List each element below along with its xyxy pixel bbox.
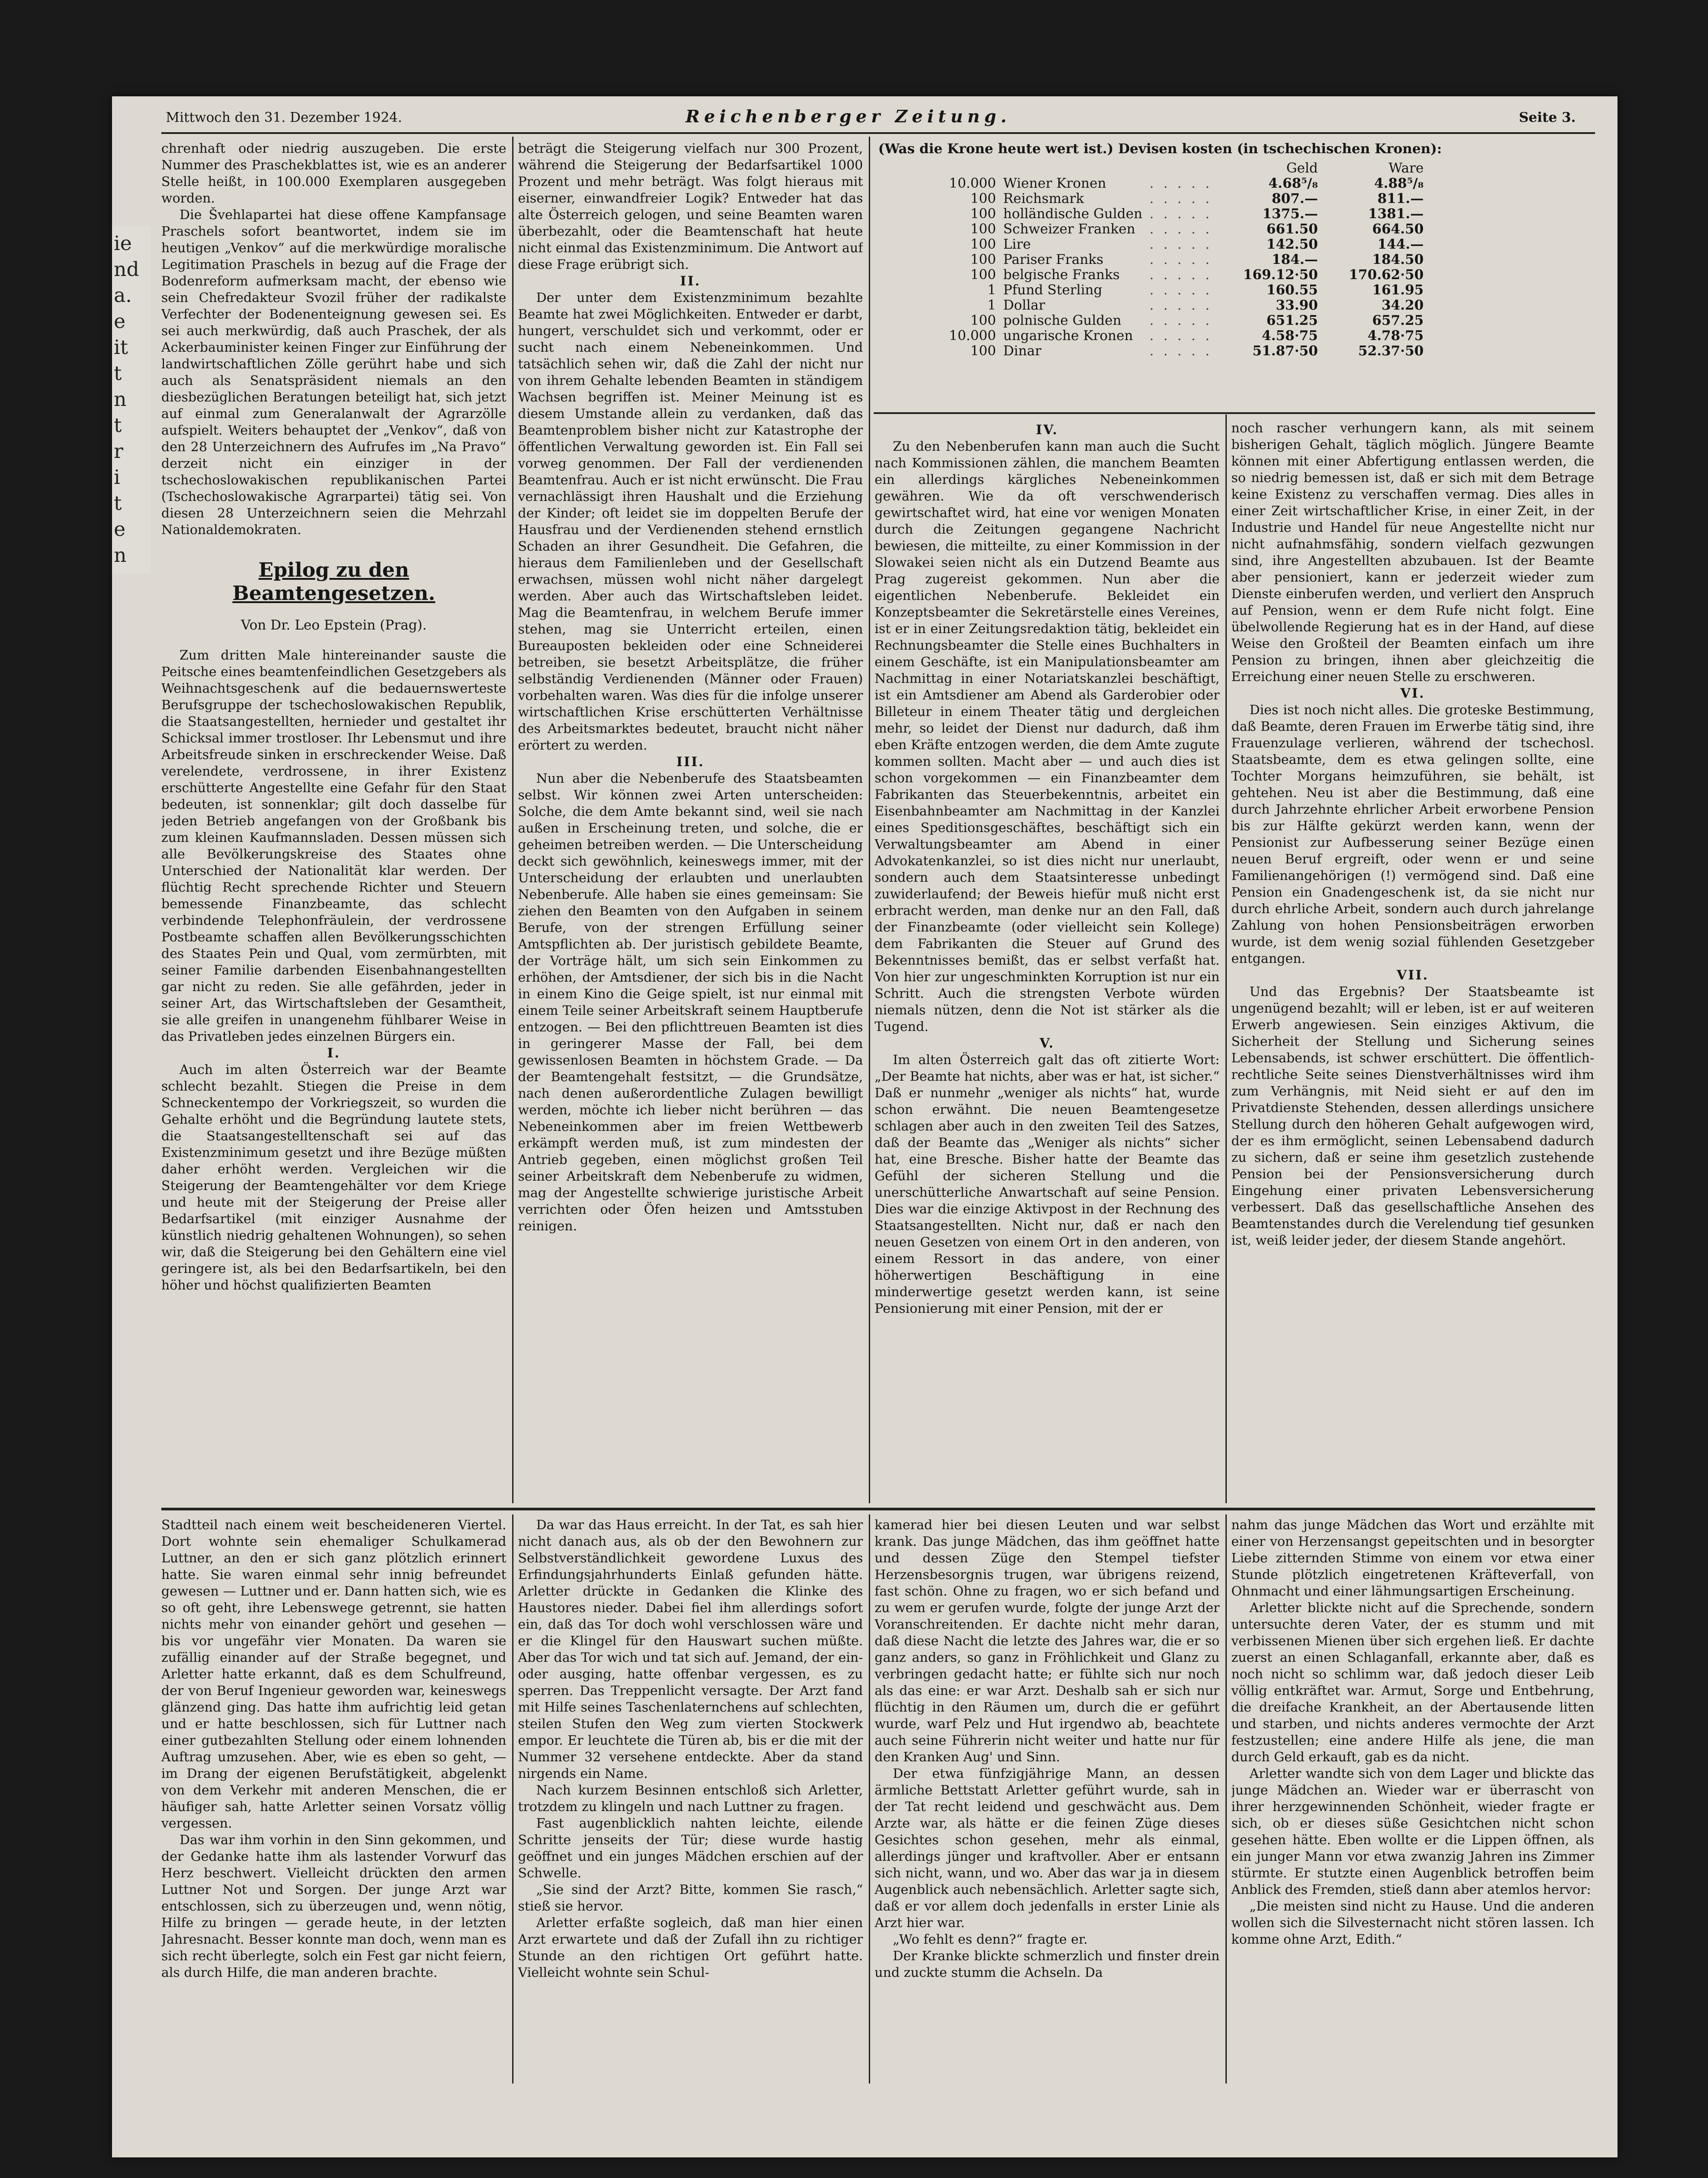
paragraph: Der Kranke blickte schmerzlich und finster drein und zuckte stumm die Achseln. Da (875, 1948, 1220, 1980)
section-heading: V. (1039, 1035, 1055, 1051)
quantity: 100 (970, 191, 996, 207)
currency-name: Dinar (1003, 343, 1042, 359)
ask-value: 52.37·50 (1358, 343, 1424, 359)
feuilleton-column-3 (875, 1517, 1220, 2077)
paragraph: Nun aber die Nebenberufe des Staatsbeamten selbst. Wir können zwei Arten unterscheiden: Solche, die dem Amte bekannt sind, weil sie nach außen in Erscheinung treten, und solche, die er geheimen betreiben werden. — Die Unterscheidung deckt sich gewöhnlich, keineswegs immer, mit der Unterscheidung der erlaubten und unerlaubten Nebenberufe. Alle haben sie eines gemeinsam: Sie ziehen den Beamten von den Aufgaben in seinem Berufe, von der strengen Erfüllung seiner Amtspflichten ab. Der juristisch gebildete Beamte, der Vorträge hält, um sich sein Einkommen zu erhöhen, der Amtsdiener, der sich bis in die Nacht in einem Kino die Geige spielt, ist nur einmal mit einem Teile seiner Arbeitskraft seinem Hauptberufe entzogen. — Bei den pflichttreuen Beamten ist dies in geringerer Masse der Fall, bei dem gewissenlosen Beamten in höchstem Grade. — Da der Beamtengehalt festsitzt, — die Grundsätze, nach denen außerordentliche Zulagen bewilligt werden, möchte ich lieber nicht berühren — das Nebeneinkommen aber im freien Wettbewerb erkämpft werden muß, ist zum mindesten der Antrieb gegeben, einen möglichst großen Teil seiner Arbeitskraft dem Nebenberufe zu widmen, mag der Angestellte schwierige juristische Arbeit verrichten oder Öfen heizen und Amtsstuben reinigen. (518, 771, 863, 1233)
ask-value: 144.— (1377, 237, 1424, 252)
currency-name: belgische Franks (1003, 267, 1120, 283)
quantity: 1 (987, 282, 996, 298)
currency-name: holländische Gulden (1003, 206, 1143, 222)
section-heading: III. (676, 754, 705, 769)
currency-name: Pariser Franks (1003, 252, 1104, 267)
left-margin-stub: ie nd a. e it t n t r i t e n (112, 226, 151, 573)
bid-value: 651.25 (1266, 313, 1318, 328)
ask-value: 811.— (1377, 191, 1424, 207)
table-header-row (945, 161, 1427, 176)
ask-value: 4.88⁵/₈ (1374, 176, 1424, 191)
paragraph: Der etwa fünfzigjährige Mann, an dessen ärmliche Bettstatt Arletter geführt wurde, sah in der Tat recht leidend und geschwächt aus. Dem Arzte war, als hätte er die feinen Züge dieses Gesichtes schon gesehen, mehr als einmal, allerdings jünger und kraftvoller. Aber er entsann sich nicht, wann, und wo. Aber das war ja in diesem Augenblick auch nebensächlich. Arletter sagte sich, daß er vor allem doch jedenfalls in erster Linie als Arzt hier war. (875, 1766, 1220, 1930)
column-header-geld: Geld (1286, 160, 1318, 176)
paragraph: nahm das junge Mädchen das Wort und erzählte mit einer von Herzensangst gepeitschten und in besorgter Liebe zitternden Stimme von einem vor etwa einer Stunde plötzlich eingetretenen Kräfteverfall, von Ohnmacht und einer lähmungsartigen Erscheinung. (1231, 1517, 1594, 1599)
ask-value: 1381.— (1368, 206, 1424, 222)
quantity: 100 (970, 237, 996, 252)
issue-date: Mittwoch den 31. Dezember 1924. (166, 110, 402, 125)
column-4 (1231, 420, 1594, 1498)
table-rule (874, 412, 1595, 414)
column-2 (518, 140, 863, 1498)
ask-value: 4.78·75 (1367, 328, 1424, 344)
bid-value: 4.58·75 (1262, 328, 1318, 344)
currency-name: ungarische Kronen (1003, 328, 1133, 344)
paragraph: Da war das Haus erreicht. In der Tat, es sah hier nicht danach aus, als ob der den Bewohnern zur Selbstverständlichkeit gewordene Luxus des Erfindungsjahrhunderts Einlaß gefunden hätte. Arletter drückte in Gedanken die Klinke des Haustores nieder. Dabei fiel ihm allerdings sofort ein, daß das Tor doch wohl verschlossen wäre und er die Klingel für den Hauswart suchen müßte. Aber das Tor wich und tat sich auf. Jemand, der ein- oder ausging, hatte offenbar vergessen, es zu sperren. Das Treppenlicht versagte. Der Arzt fand mit Hilfe seines Taschenlaternchens auf schlechten, steilen Stufen den Weg zum vierten Stockwerk empor. Er leuchtete die Türen ab, bis er die mit der Nummer 32 versehene entdeckte. Aber da stand nirgends ein Name. (518, 1517, 863, 1781)
table-row: 100 polnische Gulden . . . . . 651.25 657.25 (945, 313, 1427, 328)
paragraph: chrenhaft oder niedrig auszugeben. Die erste Nummer des Praschekblattes ist, wie es an anderer Stelle heißt, in 100.000 Exemplaren ausgegeben worden. (161, 141, 506, 206)
column-rule (869, 137, 870, 1503)
column-rule (869, 1514, 870, 2083)
currency-name: polnische Gulden (1003, 313, 1121, 328)
masthead: Reichenberger Zeitung. (686, 106, 1011, 126)
quantity: 100 (970, 252, 996, 267)
bid-value: 4.68⁵/₈ (1268, 176, 1318, 191)
paragraph: Zum dritten Male hintereinander sauste die Peitsche eines beamtenfeindlichen Gesetzgebers als Weihnachtsgeschenk auf die bedauernswerteste Berufsgruppe der tschechoslowakischen Republik, die Staatsangestellten, hernieder und gestaltet ihr Schicksal immer trostloser. Ihr Lebensmut und ihre Arbeitsfreude sinken in erschreckender Weise. Daß verelendete, verdrossene, in ihrer Existenz erschütterte Angestellte eine Gefahr für den Staat bedeuten, ist sonnenklar; gilt doch dasselbe für jeden Betrieb angefangen von der Großbank bis zum kleinen Kaufmannsladen. Dessen müssen sich alle Bevölkerungskreise des Staates ohne Unterschied der Nationalität klar werden. Der flüchtig Recht sprechende Richter und Steuern bemessende Finanzbeamte, das schlecht verbindende Telephonfräulein, der verdrossene Postbeamte schaffen allen Bevölkerungsschichten des Staates Pein und Qual, vom zermürbten, mit seiner Familie darbenden Eisenbahnangestellten gar nicht zu reden. Sie alle gefährden, jeder in seiner Art, das Wirtschaftsleben der Gesamtheit, sie alle greifen in unangenehm fühlbarer Weise in das Privatleben jedes einzelnen Bürgers ein. (161, 647, 506, 1044)
bid-value: 51.87·50 (1252, 343, 1318, 359)
exchange-rates-table (945, 161, 1427, 359)
quantity: 1 (987, 298, 996, 313)
column-3 (875, 420, 1220, 1498)
feuilleton-rule (161, 1508, 1595, 1510)
feuilleton-column-4 (1231, 1517, 1594, 2077)
ask-value: 161.95 (1372, 282, 1424, 298)
paragraph: Die Švehlapartei hat diese offene Kampfansage Praschels sofort beantwortet, indem sie im heutigen „Venkov“ auf die merkwürdige moralische Legitimation Praschels in bezug auf die Frage der Bodenreform aufmerksam macht, der ebenso wie sein Chefredakteur Svozil früher der radikalste Verfechter der Bodenenteignung gewesen sei. Es sei auch merkwürdig, daß auch Praschek, der als Ackerbauminister keinen Finger zur Einführung der landwirtschaftlichen Zölle gerührt habe und sich auch als Senatspräsident niemals an den diesbezüglichen Beratungen beteiligt hat, sich jetzt auf einmal zum Generalanwalt der Agrarzölle aufspielt. Weiters behauptet der „Venkov“, daß von den 28 Unterzeichnern des Aufrufes im „Na Pravo“ derzeit nicht ein einziger in der tschechoslowakischen republikanischen Partei (Tschechoslowakische Agrarpartei) tätig sei. Von diesen 28 Unterzeichnern seien die Mehrzahl Nationaldemokraten. (161, 207, 506, 537)
section-heading: II. (680, 273, 701, 289)
paragraph: Dies ist noch nicht alles. Die groteske Bestimmung, daß Beamte, deren Frauen im Erwerbe tätig sind, ihre Frauenzulage verlieren, während der tschechosl. Staatsbeamte, dem es etwa gelingen sollte, eine Tochter Morgans heimzuführen, sie behält, ist gehtehen. Neu ist aber die Bestimmung, daß eine durch Jahrzehnte ehrlicher Arbeit erworbene Pension bis zur Hälfte gekürzt werden kann, wenn der Pensionist zur Aufbesserung seiner Bezüge einen neuen Beruf ergreift, oder wenn er und seine Familienangehörigen (!) vermögend sind. Daß eine Pension ein Gnadengeschenk ist, da sie nicht nur durch ehrliche Arbeit, sondern auch durch jahrelange Zahlung von hohen Pensionsbeiträgen erworben wurde, ist dem wenig sozial fühlenden Gesetzgeber entgangen. (1231, 702, 1594, 966)
paragraph: Auch im alten Österreich war der Beamte schlecht bezahlt. Stiegen die Preise in dem Schneckentempo der Vorkriegszeit, so wurden die Gehalte erhöht und die Begründung lautete stets, die Staatsangestelltenschaft sei auf das Existenzminimum gesetzt und ihre Bezüge müßten daher erhöht werden. Vergleichen wir die Steigerung der Beamtengehälter vor dem Kriege und heute mit der Steigerung der Preise aller Bedarfsartikel (mit einziger Ausnahme der künstlich niedrig gehaltenen Wohnungen), so sehen wir, daß die Steigerung bei den Gehältern eine viel geringere ist, als bei den Bedarfsartikeln, bei den höher und höchst qualifizierten Beamten (161, 1062, 506, 1293)
section-heading: VII. (1397, 967, 1429, 983)
table-row: 100 holländische Gulden . . . . . 1375.— 1381.— (945, 207, 1427, 222)
quantity: 10.000 (949, 328, 996, 344)
header-rule (161, 132, 1595, 134)
paragraph: Stadtteil nach einem weit bescheideneren Viertel. Dort wohnte sein ehemaliger Schulkamerad Luttner, an den er sich ganz plötzlich erinnert hatte. Sie waren einmal sehr innig befreundet gewesen — Luttner und er. Dann hatten sich, wie es so oft geht, ihre Lebenswege getrennt, sie hatten nichts mehr von einander gehört und gesehen — bis vor ungefähr vier Monaten. Da waren sie zufällig einander auf der Straße begegnet, und Arletter hatte erkannt, daß es dem Schulfreund, der von Beruf Ingenieur geworden war, keineswegs glänzend ging. Das hatte ihm aufrichtig leid getan und er hatte beschlossen, sich für Luttner nach einer gutbezahlten Stellung oder einem lohnenden Auftrag umzusehen. Aber, wie es eben so geht, — im Drang der eigenen Berufstätigkeit, abgelenkt von dem Verkehr mit anderen Menschen, die er häufiger sah, hatte Arletter seinen Vorsatz völlig vergessen. (161, 1517, 506, 1831)
paragraph: kamerad hier bei diesen Leuten und war selbst krank. Das junge Mädchen, das ihm geöffnet hatte und dessen Züge den Stempel tiefster Herzensbesorgnis trugen, war übrigens reizend, fast schön. Ohne zu fragen, wo er sich befand und zu wem er gerufen wurde, folgte der junge Arzt der Voranschreitenden. Er dachte nicht mehr daran, daß diese Nacht die letzte des Jahres war, die er so ganz anders, so ganz in Fröhlichkeit und Glanz zu verbringen gedacht hatte; er fühlte sich nur noch als das eine: er war Arzt. Deshalb sah er sich nur flüchtig in den Räumen um, durch die er geführt wurde, warf Pelz und Hut irgendwo ab, beachtete auch seine Führerin nicht weiter und hatte nur für den Kranken Aug' und Sinn. (875, 1517, 1220, 1764)
section-heading: VI. (1400, 686, 1425, 701)
currency-name: Lire (1003, 237, 1031, 252)
bid-value: 184.— (1272, 252, 1318, 267)
ask-value: 170.62·50 (1349, 267, 1424, 283)
currency-name: Wiener Kronen (1003, 176, 1106, 191)
paragraph: Arletter erfaßte sogleich, daß man hier einen Arzt erwartete und daß der Zufall ihn zu richtiger Stunde an den richtigen Ort geführt hatte. Vielleicht wohnte sein Schul- (518, 1915, 863, 1980)
newspaper-page (112, 96, 1617, 2157)
bid-value: 1375.— (1262, 206, 1318, 222)
table-row: 10.000 Wiener Kronen . . . . . 4.68⁵/₈ 4.88⁵/₈ (945, 176, 1427, 191)
paragraph: „Die meisten sind nicht zu Hause. Und die anderen wollen sich die Silvesternacht nicht stören lassen. Ich komme ohne Arzt, Edith.“ (1231, 1898, 1594, 1947)
paragraph: noch rascher verhungern kann, als mit seinem bisherigen Gehalt, täglich möglich. Jüngere Beamte können mit einer Abfertigung entlassen werden, die so niedrig bemessen ist, daß er sich mit dem Betrage keine Existenz zu verschaffen vermag. Dies alles in einer Zeit wirtschaftlicher Krise, in einer Zeit, in der Industrie und Handel für neue Angestellte nicht nur nicht aufnahmsfähig, sondern vielfach gezwungen sind, ihre Angestellten abzubauen. Ist der Beamte aber pensioniert, kann er jederzeit wieder zum Dienste einberufen werden, und verliert den Anspruch auf Pension, wenn er dem Rufe nicht folgt. Eine übelwollende Regierung hat es in der Hand, auf diese Weise den Großteil der Beamten einfach um ihre Pension zu bringen, ihnen aber gleichzeitig die Erreichung einer neuen Stelle zu erschweren. (1231, 420, 1594, 684)
table-row: 100 belgische Franks . . . . . 169.12·50 170.62·50 (945, 267, 1427, 283)
column-1 (161, 140, 506, 1498)
paragraph: Im alten Österreich galt das oft zitierte Wort: „Der Beamte hat nichts, aber was er hat, ist sicher.“ Daß er nunmehr „weniger als nichts“ hat, wurde schon erwähnt. Die neuen Beamtengesetze schlagen aber auch in den zweiten Teil des Satzes, daß der Beamte das „Weniger als nichts“ sicher hat, eine Bresche. Bisher hatte der Beamte das Gefühl der sicheren Stellung und die unerschütterliche Anwartschaft auf seine Pension. Dies war die einzige Aktivpost in der Rechnung des Staatsangestellten. Nicht nur, daß er nach den neuen Gesetzen von einem Ort in den anderen, von einem Ressort in das andere, von einer höherwertigen Beschäftigung in eine minderwertige gesetzt werden kann, ist seine Pensionierung mit einer Pension, mit der er (875, 1052, 1220, 1316)
quantity: 10.000 (949, 176, 996, 191)
table-row: 100 Dinar . . . . . 51.87·50 52.37·50 (945, 344, 1427, 359)
paragraph: „Sie sind der Arzt? Bitte, kommen Sie rasch,“ stieß sie hervor. (518, 1882, 863, 1914)
table-row: 100 Reichsmark . . . . . 807.— 811.— (945, 191, 1427, 207)
table-row: 10.000 ungarische Kronen . . . . . 4.58·75 4.78·75 (945, 328, 1427, 344)
currency-name: Reichsmark (1003, 191, 1084, 207)
table-row: 1 Pfund Sterling . . . . . 160.55 161.95 (945, 283, 1427, 298)
feuilleton-column-2 (518, 1517, 863, 2077)
paragraph: beträgt die Steigerung vielfach nur 300 Prozent, während die Steigerung der Bedarfsartikel 1000 Prozent und mehr beträgt. Was folgt hieraus mit eiserner, einwandfreier Logik? Entweder hat das alte Österreich gelogen, und seine Beamten waren überbezahlt, oder die Beamtenschaft hat heute nicht einmal das Existenzminimum. Die Antwort auf diese Frage erübrigt sich. (518, 141, 863, 272)
ask-value: 664.50 (1372, 221, 1424, 237)
ask-value: 34.20 (1381, 298, 1424, 313)
currency-name: Pfund Sterling (1003, 282, 1103, 298)
paragraph: „Wo fehlt es denn?“ fragte er. (893, 1932, 1088, 1947)
currency-name: Schweizer Franken (1003, 221, 1135, 237)
feuilleton-column-1 (161, 1517, 506, 2077)
currency-name: Dollar (1003, 298, 1045, 313)
quantity: 100 (970, 313, 996, 328)
bid-value: 661.50 (1266, 221, 1318, 237)
paragraph: Zu den Nebenberufen kann man auch die Sucht nach Kommissionen zählen, die manchem Beamten ein allerdings kärgliches Nebeneinkommen gewähren. Wie da oft verschwenderisch gewirtschaftet wird, hat eine vor wenigen Monaten durch die Zeitungen gegangene Nachricht bewiesen, die mitteilte, zu einer Kommission in der Slowakei seien nicht als ein Dutzend Beamte aus Prag zugereist gekommen. Nun aber die eigentlichen Nebenberufe. Bekleidet ein Konzeptsbeamter die Sekretärstelle eines Vereines, ist er in einer Zeitungsredaktion tätig, bekleidet ein Rechnungsbeamter die Stelle eines Buchhalters in einem Geschäfte, ist ein Manipulationsbeamter am Nachmittag in einer Notariatskanzlei beschäftigt, ist ein Amtsdiener am Abend als Garderobier oder Billeteur in einem Theater tätig und dergleichen mehr, so leidet der Dienst nur dadurch, daß ihm eben Kräfte entzogen werden, die dem Amte zugute kommen sollten. Macht aber — und auch dies ist schon vorgekommen — ein Finanzbeamter dem Fabrikanten das Steuerbekenntnis, arbeitet ein Eisenbahnbeamter am Nachmittag in der Kanzlei eines Speditionsgeschäftes, beschäftigt sich ein Verwaltungsbeamter am Abend in einer Advokatenkanzlei, so ist dies nicht nur unerlaubt, sondern auch dem Staatsinteresse unbedingt zuwiderlaufend; der Beweis hiefür muß nicht erst erbracht werden, man denke nur an den Fall, daß der Finanzbeamte (oder vielleicht sein Kollege) dem Fabrikanten die Steuer auf Grund des Bekenntnisses bemißt, das er selbst verfaßt hat. Von hier zur ungeschminkten Korruption ist nur ein Schritt. Auch die strengsten Verbote würden niemals nützen, denn die Not ist stärker als die Tugend. (875, 439, 1220, 1034)
column-rule (512, 137, 513, 1503)
section-heading: IV. (1035, 422, 1059, 437)
table-row: 1 Dollar . . . . . 33.90 34.20 (945, 298, 1427, 313)
table-row: 100 Pariser Franks . . . . . 184.— 184.50 (945, 252, 1427, 267)
exchange-rates-heading: (Was die Krone heute wert ist.) Devisen kosten (in tschechischen Kronen): (878, 141, 1442, 157)
column-rule (512, 1514, 513, 2083)
paragraph: Das war ihm vorhin in den Sinn gekommen, und der Gedanke hatte ihm als lastender Vorwurf das Herz beschwert. Vielleicht drückten den armen Luttner Not und Sorgen. Der junge Arzt war entschlossen, sich zu überzeugen und, wenn nötig, Hilfe zu bringen — gerade heute, in der letzten Jahresnacht. Besser konnte man doch, wenn man es sich recht überlegte, solch ein Fest gar nicht feiern, als durch Hilfe, die man anderen brachte. (161, 1832, 506, 1980)
bid-value: 169.12·50 (1243, 267, 1318, 283)
paragraph: Und das Ergebnis? Der Staatsbeamte ist ungenügend bezahlt; will er leben, ist er auf weiteren Erwerb angewiesen. Sein einziges Aktivum, die Sicherheit der Stellung und Sicherung seines Lebensabends, ist schwer erschüttert. Die öffentlich-rechtliche Seite seines Dienstverhältnisses wird ihm zum Verhängnis, mit Neid sieht er auf den im Privatdienste Stehenden, dessen allerdings unsichere Stellung durch den höheren Gehalt aufgewogen wird, der es ihm ermöglicht, seinen Lebensabend dadurch zu sichern, daß er seine ihm gesetzlich zustehende Pension bei der Pensionsversicherung durch Eingehung einer privaten Lebensversicherung verbessert. Daß das gesellschaftliche Ansehen des Beamtenstandes durch die Verelendung tief gesunken ist, weiß leider jeder, der diesem Stande angehört. (1231, 984, 1594, 1248)
quantity: 100 (970, 206, 996, 222)
section-heading: I. (327, 1045, 341, 1061)
quantity: 100 (970, 221, 996, 237)
paragraph: Der unter dem Existenzminimum bezahlte Beamte hat zwei Möglichkeiten. Entweder er darbt, hungert, verschuldet sich und verkommt, oder er sucht nach einem Nebeneinkommen. Und tatsächlich sehen wir, daß die Zahl der nicht nur von ihrem Gehalte lebenden Beamten in ständigem Wachsen begriffen ist. Meiner Meinung ist es diesem Umstande allein zu verdanken, daß das Beamtenproblem bisher nicht zur Katastrophe der öffentlichen Verwaltung geworden ist. Ein Fall sei vorweg genommen. Der Fall der verdienenden Beamtenfrau. Auch er ist nicht erwünscht. Die Frau vernachlässigt ihren Haushalt und die Erziehung der Kinder; oft leidet sie im doppelten Berufe der Hausfrau und der Verdienenden stehend ernstlich Schaden an ihrer Gesundheit. Die Gefahren, die hieraus dem Familienleben und der Gesellschaft erwachsen, müssen wohl nicht näher dargelegt werden. Aber auch das Wirtschaftsleben leidet. Mag die Beamtenfrau, in welchem Berufe immer stehen, mag sie Unterricht erteilen, einen Bureauposten bekleiden oder eine Schneiderei betreiben, sie besetzt Arbeitsplätze, die früher selbständig Verdienenden (Männer oder Frauen) vorbehalten waren. Was dies für die infolge unserer wirtschaftlichen Krise erschütterten Verhältnisse des Arbeitsmarktes bedeutet, braucht nicht näher erörtert zu werden. (518, 290, 863, 753)
page-number: Seite 3. (1519, 110, 1576, 125)
paragraph: Arletter blickte nicht auf die Sprechende, sondern untersuchte deren Vater, der es stumm und mit verbissenen Mienen über sich ergehen ließ. Er dachte zuerst an einen Schlaganfall, erkannte aber, daß es noch nicht so schlimm war, daß jedoch dieser Leib völlig entkräftet war. Armut, Sorge und Entbehrung, die dreifache Krankheit, an der Abertausende litten und starben, und nichts anderes vermochte der Arzt festzustellen; eine andere Hilfe als jene, die man durch Geld erkauft, gab es da nicht. (1231, 1600, 1594, 1764)
table-row: 100 Schweizer Franken . . . . . 661.50 664.50 (945, 222, 1427, 237)
paragraph: Fast augenblicklich nahten leichte, eilende Schritte jenseits der Tür; diese wurde hastig geöffnet und ein junges Mädchen erschien auf der Schwelle. (518, 1816, 863, 1880)
paragraph: Arletter wandte sich von dem Lager und blickte das junge Mädchen an. Wieder war er überrascht von ihrer herzgewinnenden Schönheit, wieder fragte er sich, ob er dieses süße Gesichtchen nicht schon gesehen hätte. Eben wollte er die Lippen öffnen, als ein junger Mann vor etwa zwanzig Jahren ins Zimmer stürmte. Er stutzte einen Augenblick betroffen beim Anblick des Fremden, stieß dann aber atemlos hervor: (1231, 1766, 1594, 1897)
ask-value: 184.50 (1372, 252, 1424, 267)
article-title: Epilog zu den Beamtengesetzen. (232, 559, 436, 605)
article-byline: Von Dr. Leo Epstein (Prag). (241, 617, 427, 633)
exchange-rates-box (878, 140, 1595, 359)
table-row: 100 Lire . . . . . 142.50 144.— (945, 237, 1427, 252)
column-rule (1225, 1514, 1227, 2083)
bid-value: 807.— (1272, 191, 1318, 207)
column-header-ware: Ware (1389, 160, 1424, 176)
quantity: 100 (970, 267, 996, 283)
bid-value: 33.90 (1276, 298, 1318, 313)
bid-value: 142.50 (1266, 237, 1318, 252)
quantity: 100 (970, 343, 996, 359)
paragraph: Nach kurzem Besinnen entschloß sich Arletter, trotzdem zu klingeln und nach Luttner zu fragen. (518, 1782, 863, 1814)
ask-value: 657.25 (1372, 313, 1424, 328)
bid-value: 160.55 (1266, 282, 1318, 298)
column-rule (1225, 414, 1227, 1503)
